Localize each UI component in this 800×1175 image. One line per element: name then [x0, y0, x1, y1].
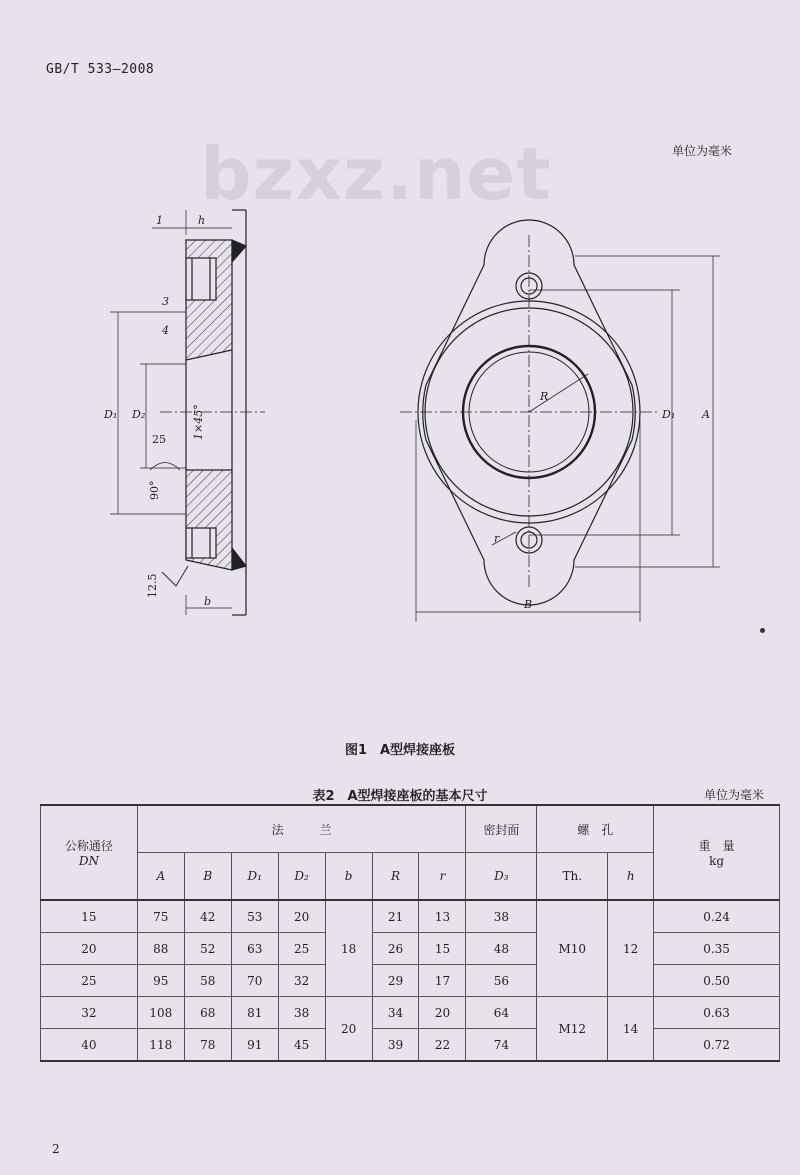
label-d1-plan: D₁: [662, 408, 676, 421]
label-angle: 90°: [148, 480, 161, 500]
technical-drawing: [0, 195, 800, 635]
stray-dot: [760, 628, 765, 633]
label-a: A: [702, 408, 710, 421]
figure-caption: 图1 A型焊接座板: [344, 743, 456, 758]
label-d2: D₂: [132, 408, 146, 421]
label-b-width: B: [524, 598, 533, 611]
table-row: 25 95 58 70 32 29 17 56 0.50: [41, 965, 780, 997]
col-d3: D₃: [466, 853, 537, 901]
label-4: 4: [162, 324, 169, 337]
col-b: B: [184, 853, 231, 901]
col-th: Th.: [537, 853, 608, 901]
label-b: b: [204, 595, 212, 608]
table-caption: 表2 A型焊接座板的基本尺寸: [312, 789, 488, 804]
unit-note: 单位为毫米: [672, 144, 733, 158]
col-r-small: r: [419, 853, 466, 901]
table-row: 40 118 78 91 45 39 22 74 0.72: [41, 1029, 780, 1062]
page-number: 2: [52, 1142, 60, 1156]
col-b-thick: b: [325, 853, 372, 901]
plan-view: [400, 220, 720, 622]
header-bolt: 螺 孔: [537, 805, 654, 853]
label-r-large: R: [540, 390, 549, 403]
watermark: bzxz.net: [200, 132, 552, 216]
header-weight: 重 量 kg: [654, 805, 780, 900]
label-1: 1: [156, 214, 163, 227]
col-d1: D₁: [231, 853, 278, 901]
header-nominal: 公称通径 DN: [41, 805, 138, 900]
label-chamfer: 1×45°: [192, 404, 205, 440]
dimension-table: [40, 804, 780, 1062]
table-row: 15 75 42 53 20 18 21 13 38 M10 12 0.24: [41, 900, 780, 933]
label-r-small: r: [494, 532, 500, 545]
label-h: h: [198, 214, 206, 227]
standard-code: GB/T 533—2008: [46, 62, 155, 77]
header-flange: 法 兰: [137, 805, 466, 853]
label-25: 25: [152, 433, 166, 446]
col-h: h: [608, 853, 654, 901]
table-unit-note: 单位为毫米: [704, 788, 765, 802]
header-seal: 密封面: [466, 805, 537, 853]
col-d2: D₂: [278, 853, 325, 901]
table-row: 20 88 52 63 25 26 15 48 0.35: [41, 933, 780, 965]
label-3: 3: [162, 295, 169, 308]
table-row: 32 108 68 81 38 20 34 20 64 M12 14 0.63: [41, 997, 780, 1029]
col-a: A: [137, 853, 184, 901]
label-d1: D₁: [104, 408, 118, 421]
col-r: R: [372, 853, 419, 901]
label-roughness: 12.5: [146, 573, 159, 598]
